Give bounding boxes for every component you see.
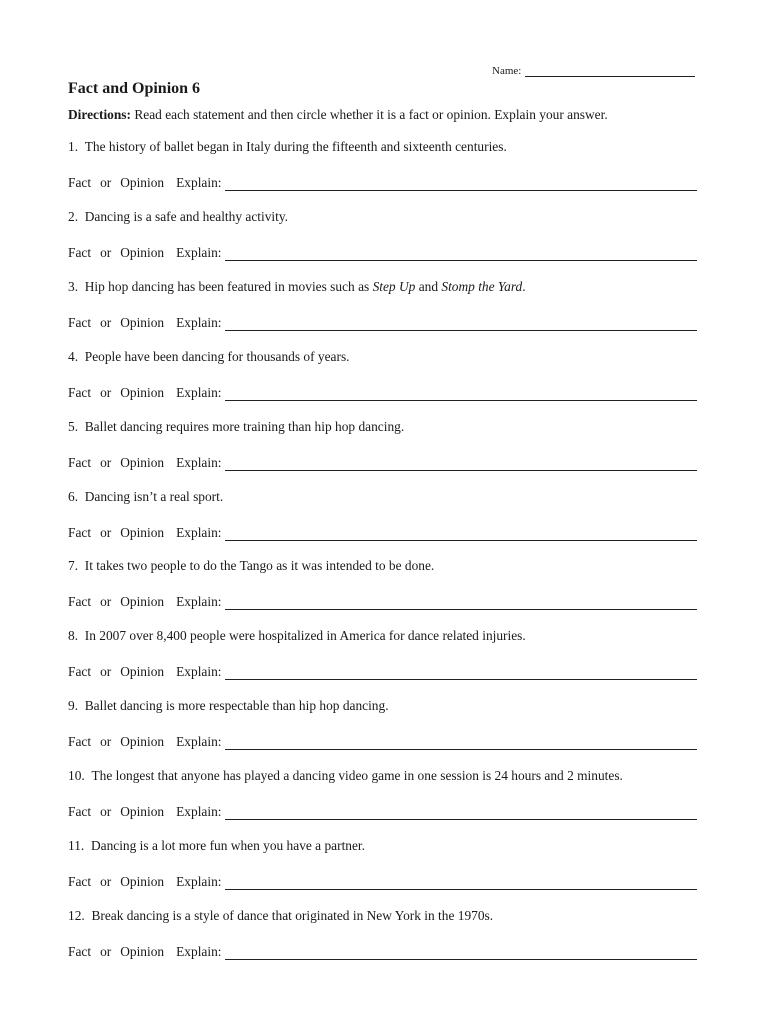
question-title-italic: Step Up (372, 278, 416, 294)
answer-row (68, 245, 697, 261)
or-word: or (100, 314, 112, 330)
fact-choice[interactable]: Fact (68, 384, 92, 400)
question-number: 12. (68, 907, 85, 923)
opinion-choice[interactable]: Opinion (120, 874, 165, 889)
opinion-choice[interactable]: Opinion (120, 734, 165, 750)
opinion-choice[interactable]: Opinion (120, 943, 165, 959)
question-text: . (522, 278, 526, 294)
fact-choice[interactable]: Fact (68, 314, 92, 330)
explain-label: Explain: (176, 804, 222, 820)
answer-row (68, 525, 697, 541)
or-word: or (100, 524, 112, 540)
explain-label: Explain: (176, 175, 222, 190)
or-word: or (100, 943, 112, 959)
question-statement (68, 489, 223, 505)
explain-answer-line[interactable] (225, 876, 698, 890)
question-text: Break dancing is a style of dance that originated in New York in the 1970s. (91, 907, 494, 923)
question-number: 5. (68, 418, 79, 434)
explain-answer-line[interactable] (225, 247, 698, 261)
opinion-choice[interactable]: Opinion (120, 244, 165, 260)
question-text: Dancing isn’t a real sport. (84, 488, 224, 504)
or-word: or (100, 384, 112, 400)
explain-answer-line[interactable] (225, 387, 698, 401)
explain-answer-line[interactable] (225, 666, 698, 680)
explain-answer-line[interactable] (225, 457, 698, 471)
question-statement (68, 558, 434, 574)
opinion-choice[interactable]: Opinion (120, 524, 165, 540)
answer-row (68, 874, 697, 890)
or-word: or (100, 244, 112, 260)
or-word: or (100, 454, 112, 470)
explain-answer-line[interactable] (225, 736, 698, 750)
directions-label: Directions: (68, 107, 131, 122)
or-word: or (100, 874, 112, 889)
answer-row (68, 594, 697, 610)
question-number: 2. (68, 208, 79, 224)
question-text: Ballet dancing requires more training than hip hop dancing. (84, 418, 405, 434)
explain-label: Explain: (176, 874, 222, 889)
opinion-choice[interactable]: Opinion (120, 594, 165, 610)
question-number: 1. (68, 139, 79, 154)
question-text: In 2007 over 8,400 people were hospitalized in America for dance related injuries. (84, 628, 526, 644)
opinion-choice[interactable]: Opinion (120, 384, 165, 400)
opinion-choice[interactable]: Opinion (120, 454, 165, 470)
question-text: People have been dancing for thousands of years. (84, 348, 350, 364)
question-number: 9. (68, 698, 79, 714)
fact-choice[interactable]: Fact (68, 524, 92, 540)
explain-label: Explain: (176, 594, 222, 610)
question-number: 6. (68, 488, 79, 504)
explain-label: Explain: (176, 664, 222, 680)
question-statement (68, 349, 350, 365)
name-label: Name: (492, 65, 522, 77)
explain-answer-line[interactable] (225, 806, 698, 820)
question-statement (68, 628, 526, 644)
answer-row (68, 804, 697, 820)
question-statement (68, 698, 389, 714)
explain-answer-line[interactable] (225, 177, 698, 191)
opinion-choice[interactable]: Opinion (120, 314, 165, 330)
explain-answer-line[interactable] (225, 596, 698, 610)
page-title: Fact and Opinion 6 (68, 80, 201, 97)
or-word: or (100, 734, 112, 750)
fact-choice[interactable]: Fact (68, 454, 92, 470)
question-statement (68, 139, 507, 155)
fact-choice[interactable]: Fact (68, 874, 92, 889)
question-text: The longest that anyone has played a dancing video game in one session is 24 hours and 2 minutes. (91, 768, 623, 784)
question-text: The history of ballet began in Italy during the fifteenth and sixteenth centuries. (84, 139, 507, 154)
question-statement (68, 279, 526, 295)
explain-label: Explain: (176, 524, 222, 540)
fact-choice[interactable]: Fact (68, 175, 92, 190)
question-statement (68, 768, 623, 784)
question-number: 3. (68, 278, 79, 294)
answer-row (68, 455, 697, 471)
opinion-choice[interactable]: Opinion (120, 175, 165, 190)
fact-choice[interactable]: Fact (68, 734, 92, 750)
explain-label: Explain: (176, 244, 222, 260)
answer-row (68, 664, 697, 680)
explain-label: Explain: (176, 943, 222, 959)
answer-row (68, 175, 697, 191)
answer-row (68, 944, 697, 960)
explain-answer-line[interactable] (225, 527, 698, 541)
answer-row (68, 385, 697, 401)
opinion-choice[interactable]: Opinion (120, 664, 165, 680)
question-statement (68, 419, 404, 435)
directions-text: Read each statement and then circle whether it is a fact or opinion. Explain your answer. (130, 107, 608, 122)
explain-label: Explain: (176, 454, 222, 470)
explain-label: Explain: (176, 384, 222, 400)
or-word: or (100, 664, 112, 680)
question-statement (68, 209, 288, 225)
fact-choice[interactable]: Fact (68, 594, 92, 610)
question-number: 11. (68, 838, 85, 853)
question-statement (68, 908, 493, 924)
answer-row (68, 734, 697, 750)
fact-choice[interactable]: Fact (68, 804, 92, 820)
question-title-italic: Stomp the Yard (441, 278, 523, 294)
fact-choice[interactable]: Fact (68, 244, 92, 260)
answer-row (68, 315, 697, 331)
or-word: or (100, 594, 112, 610)
explain-label: Explain: (176, 734, 222, 750)
explain-answer-line[interactable] (225, 946, 698, 960)
explain-label: Explain: (176, 314, 222, 330)
question-number: 10. (68, 768, 85, 784)
question-number: 8. (68, 628, 79, 644)
question-text: Dancing is a lot more fun when you have a partner. (90, 838, 366, 853)
question-text: Dancing is a safe and healthy activity. (84, 208, 289, 224)
or-word: or (100, 804, 112, 820)
fact-choice[interactable]: Fact (68, 664, 92, 680)
question-number: 7. (68, 558, 79, 574)
question-text: and (415, 278, 442, 294)
question-number: 4. (68, 348, 79, 364)
question-statement (68, 838, 365, 854)
question-text: It takes two people to do the Tango as it was intended to be done. (84, 558, 435, 574)
opinion-choice[interactable]: Opinion (120, 804, 165, 820)
question-text: Hip hop dancing has been featured in movies such as (84, 278, 373, 294)
explain-answer-line[interactable] (225, 317, 698, 331)
or-word: or (100, 175, 112, 190)
fact-choice[interactable]: Fact (68, 943, 92, 959)
question-text: Ballet dancing is more respectable than hip hop dancing. (84, 698, 389, 714)
